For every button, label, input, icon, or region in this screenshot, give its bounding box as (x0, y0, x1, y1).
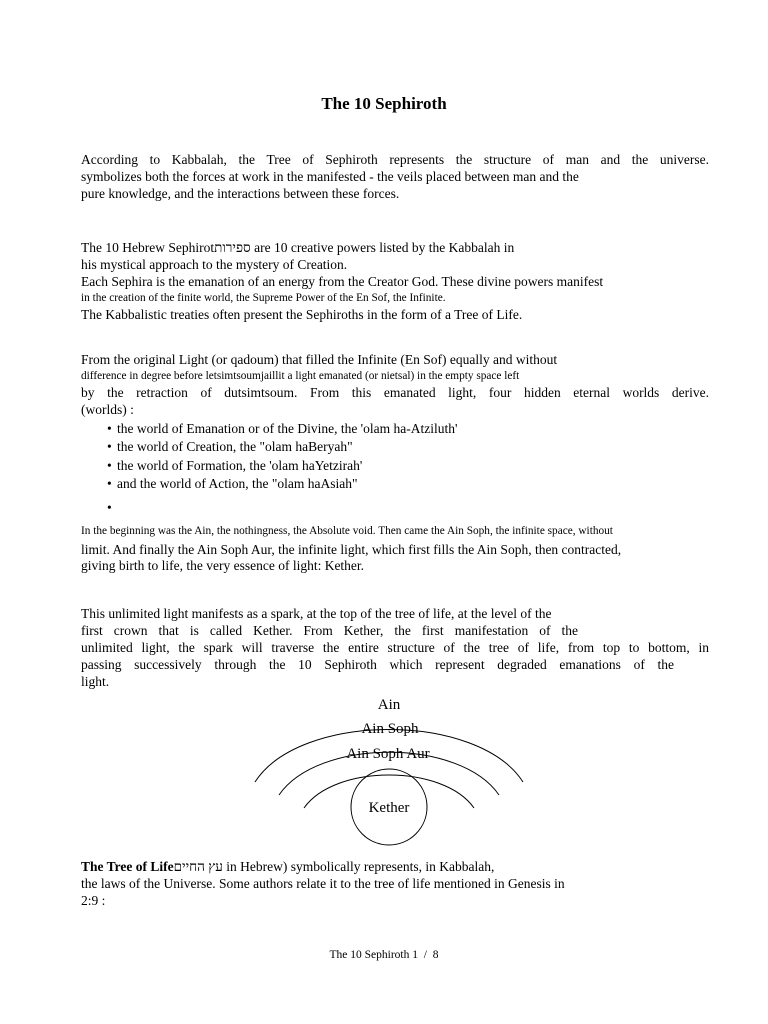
spark-line-3: unlimited light, the spark will traverse the entire structure of the tree of life, from top to bottom, in (81, 640, 709, 655)
sephirot-text-a: The 10 Hebrew Sephirot (81, 240, 215, 255)
tree-line-3: 2:9 : (81, 893, 106, 908)
sephirot-line-5: The Kabbalistic treaties often present the Sephiroths in the form of a Tree of Life. (81, 307, 523, 322)
world-list-item: • the world of Emanation or of the Divine, the 'olam ha-Atziluth' (107, 421, 458, 436)
hebrew-tree-of-life: עץ החיים (173, 859, 223, 874)
world-list-item: • the world of Formation, the 'olam haYetzirah' (107, 458, 363, 473)
intro-line-1: According to Kabbalah, the Tree of Sephiroth represents the structure of man and the universe. (81, 152, 709, 167)
sephirot-line-3: Each Sephira is the emanation of an energy from the Creator God. These divine powers manifest (81, 274, 604, 289)
footer-separator: / (423, 949, 427, 961)
sephirot-text-b: are 10 creative powers listed by the Kabbalah in (250, 240, 515, 255)
world-list-item-empty: • (107, 500, 112, 515)
sephirot-line-4: in the creation of the finite world, the Supreme Power of the En Sof, the Infinite. (81, 292, 446, 304)
ain-soph-aur-label: Ain Soph Aur (346, 746, 430, 762)
light-line-2: difference in degree before letsimtsoumjaillit a light emanated (or nietsal) in the empty space left (81, 370, 520, 382)
beginning-line-3: giving birth to life, the very essence of light: Kether. (81, 558, 365, 573)
beginning-line-2: limit. And finally the Ain Soph Aur, the infinite light, which first fills the Ain Soph, then contracted, (81, 542, 622, 557)
light-line-1: From the original Light (or qadoum) that filled the Infinite (En Sof) equally and without (81, 352, 558, 367)
spark-line-1: This unlimited light manifests as a spark, at the top of the tree of life, at the level of the (81, 606, 552, 621)
beginning-line-1: In the beginning was the Ain, the nothingness, the Absolute void. Then came the Ain Soph, the infinite space, without (81, 525, 613, 537)
page-footer (0, 948, 768, 962)
ain-label: Ain (377, 697, 401, 713)
intro-line-3: pure knowledge, and the interactions between these forces. (81, 186, 400, 201)
sephirot-line-2: his mystical approach to the mystery of Creation. (81, 257, 348, 272)
spark-line-2: first crown that is called Kether. From Kether, the first manifestation of the (81, 623, 578, 638)
ain-soph-label: Ain Soph (361, 721, 419, 737)
hebrew-sephirot: ספירות (214, 240, 251, 255)
spark-line-4: passing successively through the 10 Sephiroth which represent degraded emanations of the (81, 657, 674, 672)
tree-of-life-term: The Tree of Life (81, 859, 174, 874)
spark-line-5: light. (81, 674, 110, 689)
page-title: The 10 Sephiroth (321, 94, 447, 113)
world-list-item: • and the world of Action, the "olam haAsiah" (107, 476, 358, 491)
world-list-item: • the world of Creation, the "olam haBeryah" (107, 439, 353, 454)
tree-text: in Hebrew) symbolically represents, in Kabbalah, (222, 859, 495, 874)
tree-line-1 (81, 858, 494, 875)
tree-line-2: the laws of the Universe. Some authors relate it to the tree of life mentioned in Genesis in (81, 876, 565, 891)
light-line-3: by the retraction of dutsimtsoum. From this emanated light, four hidden eternal worlds derive. (81, 385, 709, 400)
footer-title: The 10 Sephiroth (329, 949, 410, 961)
intro-line-2: symbolizes both the forces at work in the manifested - the veils placed between man and the (81, 169, 579, 184)
footer-page-number: 1 (412, 949, 419, 961)
footer-total-pages: 8 (432, 949, 439, 961)
light-line-4: (worlds) : (81, 402, 134, 417)
kether-label: Kether (368, 800, 410, 816)
